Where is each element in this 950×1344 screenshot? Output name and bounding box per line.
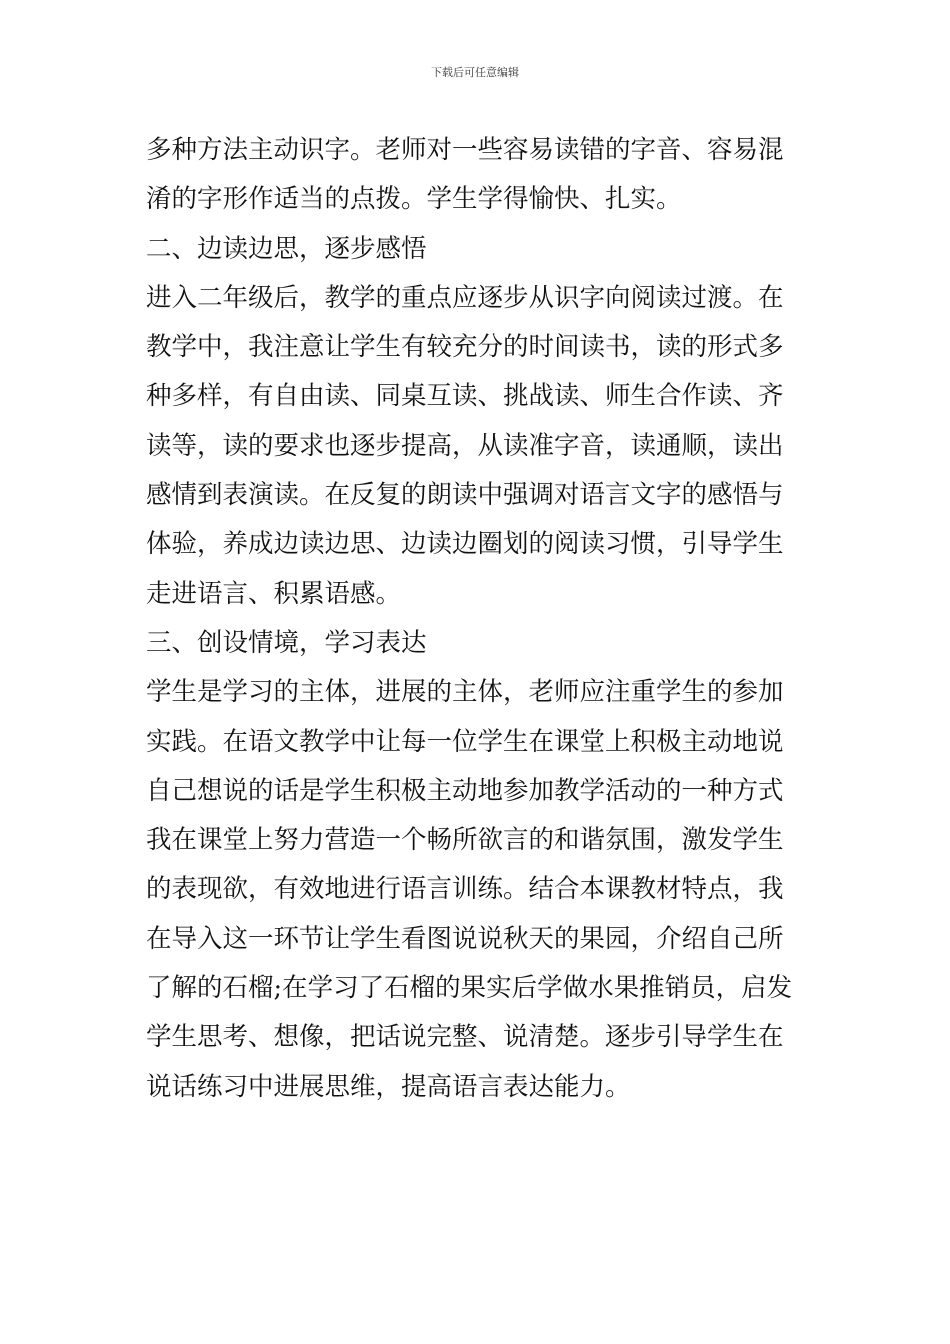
text-line: 走进语言、积累语感。 (146, 578, 402, 609)
text-line: 在导入这一环节让学生看图说说秋天的果园，介绍自己所 (146, 923, 784, 954)
section-heading: 三、创设情境，学习表达 (146, 627, 427, 658)
text-line: 的表现欲，有效地进行语言训练。结合本课教材特点，我 (146, 874, 784, 905)
text-line: 教学中，我注意让学生有较充分的时间读书，读的形式多 (146, 332, 784, 363)
text-line: 学生思考、想像，把话说完整、说清楚。逐步引导学生在 (146, 1022, 784, 1053)
text-line: 学生是学习的主体，进展的主体，老师应注重学生的参加 (146, 677, 784, 708)
text-line: 读等，读的要求也逐步提高，从读准字音，读通顺，读出 (146, 430, 784, 461)
page-header: 下载后可任意编辑 (431, 66, 519, 79)
text-line: 进入二年级后，教学的重点应逐步从识字向阅读过渡。在 (146, 282, 784, 313)
text-line: 说话练习中进展思维，提高语言表达能力。 (146, 1071, 631, 1102)
text-line: 感情到表演读。在反复的朗读中强调对语言文字的感悟与 (146, 480, 784, 511)
text-line: 自己想说的话是学生积极主动地参加教学活动的一种方式 (146, 775, 784, 806)
document-body (146, 126, 806, 1112)
text-line: 淆的字形作适当的点拨。学生学得愉快、扎实。 (146, 184, 682, 215)
section-heading: 二、边读边思，逐步感悟 (146, 233, 427, 264)
text-line: 了解的石榴;在学习了石榴的果实后学做水果推销员，启发 (146, 973, 793, 1004)
text-line: 我在课堂上努力营造一个畅所欲言的和谐氛围，激发学生 (146, 825, 784, 856)
text-line: 体验，养成边读边思、边读边圈划的阅读习惯，引导学生 (146, 529, 784, 560)
text-line: 种多样，有自由读、同桌互读、挑战读、师生合作读、齐 (146, 381, 784, 412)
text-line: 多种方法主动识字。老师对一些容易读错的字音、容易混 (146, 135, 784, 165)
text-line: 实践。在语文教学中让每一位学生在课堂上积极主动地说 (146, 726, 784, 757)
